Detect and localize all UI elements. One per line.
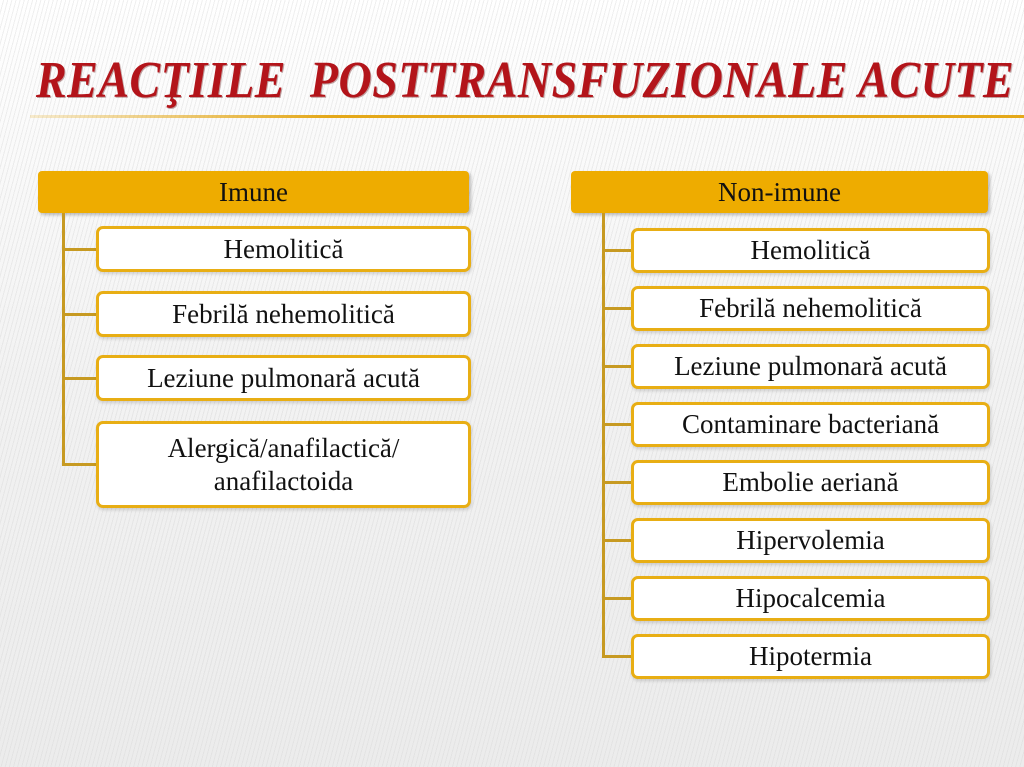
connector-branch — [602, 249, 634, 252]
connector-branch — [602, 481, 634, 484]
connector-branch — [62, 313, 98, 316]
node-non-imune-hipotermia: Hipotermia — [631, 634, 990, 679]
connector-branch — [62, 377, 98, 380]
column-header-non-imune: Non-imune — [571, 171, 988, 213]
node-non-imune-embolie: Embolie aeriană — [631, 460, 990, 505]
node-non-imune-hemolitica: Hemolitică — [631, 228, 990, 273]
connector-branch — [602, 655, 634, 658]
node-non-imune-hipervolemia: Hipervolemia — [631, 518, 990, 563]
slide-title: REACŢIILE POSTTRANSFUZIONALE ACUTE — [36, 51, 1015, 109]
connector-branch — [602, 597, 634, 600]
node-non-imune-contaminare: Contaminare bacteriană — [631, 402, 990, 447]
node-imune-leziune: Leziune pulmonară acută — [96, 355, 471, 401]
connector-branch — [602, 539, 634, 542]
connector-branch — [602, 365, 634, 368]
column-header-imune: Imune — [38, 171, 469, 213]
node-imune-alergica: Alergică/anafilactică/ anafilactoida — [96, 421, 471, 508]
connector-branch — [602, 307, 634, 310]
node-non-imune-leziune: Leziune pulmonară acută — [631, 344, 990, 389]
connector-branch — [62, 248, 98, 251]
connector-branch — [602, 423, 634, 426]
connector-trunk-non-imune — [602, 213, 605, 656]
node-non-imune-febrila: Febrilă nehemolitică — [631, 286, 990, 331]
title-underline — [30, 115, 1024, 118]
connector-branch — [62, 463, 98, 466]
node-imune-hemolitica: Hemolitică — [96, 226, 471, 272]
node-non-imune-hipocalcemia: Hipocalcemia — [631, 576, 990, 621]
node-imune-febrila: Febrilă nehemolitică — [96, 291, 471, 337]
